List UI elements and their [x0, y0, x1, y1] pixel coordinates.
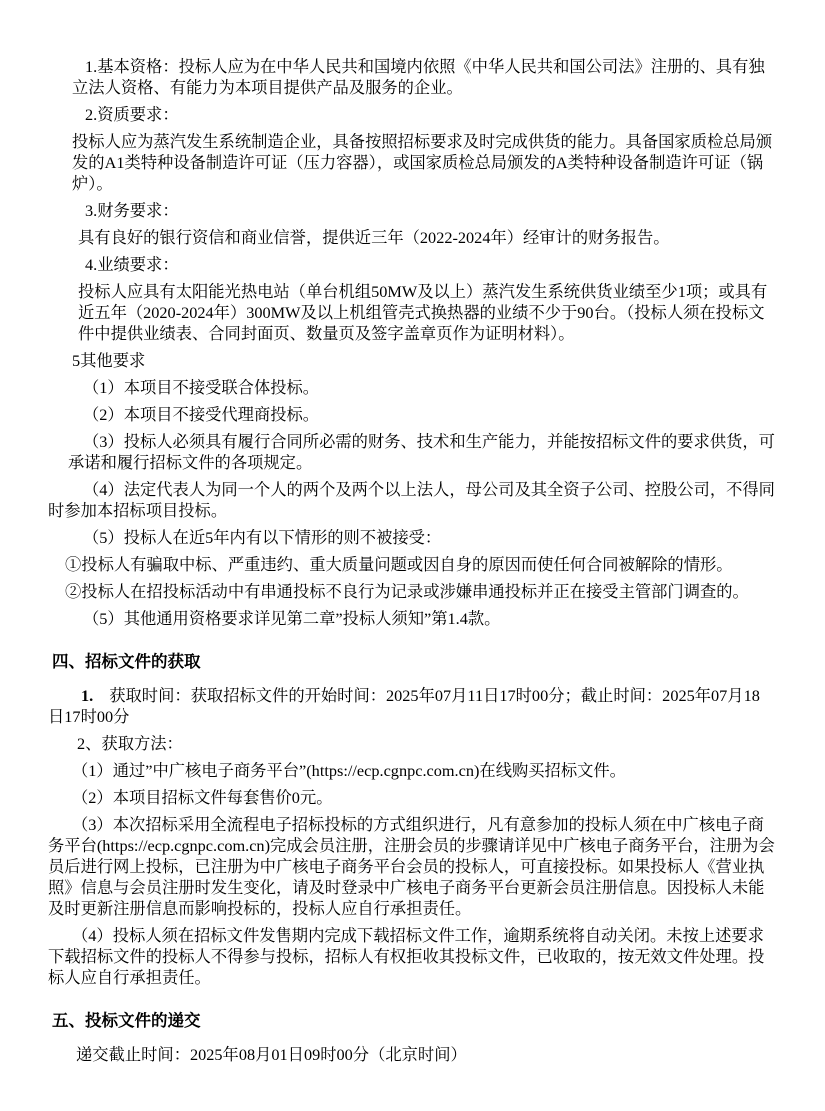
other-requirement-5: （5）投标人在近5年内有以下情形的则不被接受：	[83, 528, 442, 547]
section-heading-bid-submission: 五、投标文件的递交	[52, 1012, 201, 1030]
acquisition-method-3: （3）本次招标采用全流程电子招标投标的方式组织进行，凡有意参加的投标人须在中广核电子商务平台(https://ecp.cgnpc.com.cn)完成会员注册，注册会员的步骤请详见中广核电子商务平台，注册为会员后进行网上投标，已注册为中广核电子商务平台会员的投标人，可直接投标。如果投标人《营业执照》信息与会员注册时发生变化，请及时登录中广核电子商务平台更新会员注册信息。因投标人未能及时更新注册信息而影响投标的，投标人应自行承担责任。	[48, 815, 775, 918]
other-requirement-1: （1）本项目不接受联合体投标。	[83, 378, 320, 397]
acquisition-method-2: （2）本项目招标文件每套售价0元。	[72, 788, 333, 807]
item-basic-qualification: 1.基本资格：投标人应为在中华人民共和国境内依照《中华人民共和国公司法》注册的、具有独立法人资格、有能力为本项目提供产品及服务的企业。	[72, 57, 765, 97]
acquisition-time	[48, 685, 775, 727]
acquisition-time-number: 1.	[81, 686, 94, 705]
item-qualification-requirement: 2.资质要求：	[85, 105, 179, 124]
other-requirement-4: （4）法定代表人为同一个人的两个及两个以上法人，母公司及其全资子公司、控股公司，不得同时参加本招标项目投标。	[48, 480, 775, 520]
other-requirement-3: （3）投标人必须具有履行合同所必需的财务、技术和生产能力，并能按招标文件的要求供货，可承诺和履行招标文件的各项规定。	[68, 432, 775, 472]
qualification-requirement-body: 投标人应为蒸汽发生系统制造企业，具备按照招标要求及时完成供货的能力。具备国家质检总局颁发的A1类特种设备制造许可证（压力容器），或国家质检总局颁发的A类特种设备制造许可证（锅炉）。	[72, 132, 773, 193]
item-performance-requirement: 4.业绩要求：	[85, 255, 179, 274]
other-requirement-general: （5）其他通用资格要求详见第二章”投标人须知”第1.4款。	[83, 609, 501, 628]
other-requirement-5-case-2: ②投标人在招投标活动中有串通投标不良行为记录或涉嫌串通投标并正在接受主管部门调查的。	[65, 582, 749, 601]
acquisition-method-1: （1）通过”中广核电子商务平台”(https://ecp.cgnpc.com.cn)在线购买招标文件。	[72, 761, 626, 780]
section-heading-document-acquisition: 四、招标文件的获取	[52, 653, 201, 671]
financial-requirement-body: 具有良好的银行资信和商业信誉，提供近三年（2022-2024年）经审计的财务报告。	[78, 228, 670, 247]
item-financial-requirement: 3.财务要求：	[85, 201, 179, 220]
acquisition-method-title: 2、获取方法：	[77, 734, 183, 753]
other-requirements-title: 5其他要求	[72, 351, 146, 370]
submission-deadline: 递交截止时间：2025年08月01日09时00分（北京时间）	[76, 1045, 467, 1064]
other-requirement-5-case-1: ①投标人有骗取中标、严重违约、重大质量问题或因自身的原因而使任何合同被解除的情形。	[65, 555, 733, 574]
acquisition-method-4: （4）投标人须在招标文件发售期内完成下载招标文件工作，逾期系统将自动关闭。未按上述要求下载招标文件的投标人不得参与投标，招标人有权拒收其投标文件，已收取的，按无效文件处理。投标人应自行承担责任。	[48, 926, 765, 987]
acquisition-time-text: 获取时间：获取招标文件的开始时间：2025年07月11日17时00分；截止时间：2025年07月18日17时00分	[48, 686, 760, 726]
other-requirement-2: （2）本项目不接受代理商投标。	[83, 405, 320, 424]
performance-requirement-body: 投标人应具有太阳能光热电站（单台机组50MW及以上）蒸汽发生系统供货业绩至少1项；或具有近五年（2020-2024年）300MW及以上机组管壳式换热器的业绩不少于90台。（投标人须在投标文件中提供业绩表、合同封面页、数量页及签字盖章页作为证明材料）。	[78, 282, 768, 343]
